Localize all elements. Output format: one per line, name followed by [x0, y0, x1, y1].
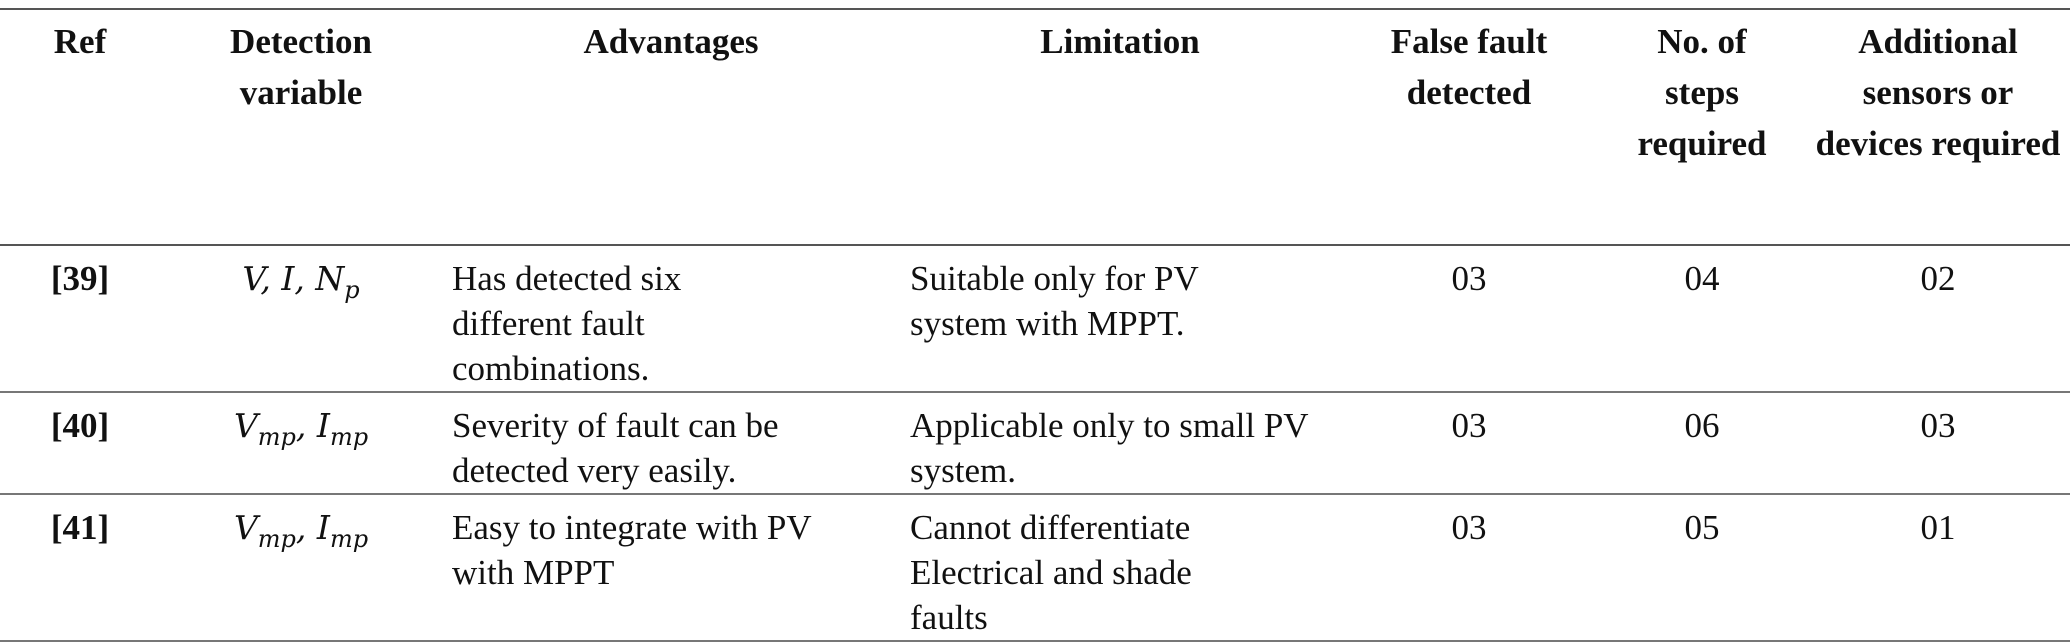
variable-i: I — [316, 406, 330, 445]
variable-i-subscript: mp — [329, 423, 369, 451]
variable-text: V, I, N — [242, 259, 345, 298]
header-limitation: Limitation — [1040, 22, 1200, 61]
header-advantages: Advantages — [583, 22, 759, 61]
header-steps-required: No. of steps required — [1637, 22, 1767, 163]
cell-limitation: Applicable only to small PV system. — [910, 406, 1308, 490]
cell-limitation: Suitable only for PV system with MPPT. — [910, 259, 1199, 343]
cell-false-fault: 03 — [1451, 508, 1487, 547]
cell-advantages: Severity of fault can be detected very easily. — [452, 406, 779, 490]
cell-advantages: Has detected six different fault combinations. — [452, 259, 682, 388]
variable-v-subscript: mp — [257, 525, 296, 553]
variable-subscript: p — [344, 276, 360, 304]
cell-ref: [40] — [50, 406, 110, 445]
variable-i: I — [316, 508, 330, 547]
table-row — [0, 392, 2070, 494]
table-body — [0, 245, 2070, 641]
cell-limitation: Cannot differentiate Electrical and shade faults — [910, 508, 1192, 637]
cell-false-fault: 03 — [1451, 259, 1487, 298]
table-row — [0, 494, 2070, 641]
header-detection-variable: Detection variable — [230, 22, 372, 112]
cell-sensors: 03 — [1920, 406, 1956, 445]
cell-detection-variable — [160, 245, 442, 392]
cell-detection-variable — [160, 494, 442, 641]
cell-false-fault: 03 — [1451, 406, 1487, 445]
fault-detection-comparison-table — [0, 8, 2070, 642]
header-additional-sensors: Additional sensors or devices required — [1815, 22, 2061, 163]
cell-sensors: 01 — [1920, 508, 1956, 547]
cell-ref: [39] — [50, 259, 110, 298]
header-false-fault-detected: False fault detected — [1390, 22, 1548, 112]
variable-i-subscript: mp — [329, 525, 369, 553]
variable-separator: , — [295, 508, 317, 547]
header-row — [0, 9, 2070, 245]
variable-v: V — [233, 508, 258, 547]
cell-advantages: Easy to integrate with PV with MPPT — [452, 508, 812, 592]
table-row — [0, 245, 2070, 392]
cell-sensors: 02 — [1920, 259, 1956, 298]
variable-v: V — [233, 406, 258, 445]
cell-steps: 06 — [1684, 406, 1720, 445]
cell-detection-variable — [160, 392, 442, 494]
cell-steps: 05 — [1684, 508, 1720, 547]
header-ref: Ref — [53, 22, 107, 61]
variable-v-subscript: mp — [257, 423, 296, 451]
table-header — [0, 9, 2070, 245]
cell-ref: [41] — [50, 508, 110, 547]
variable-separator: , — [295, 406, 317, 445]
cell-steps: 04 — [1684, 259, 1720, 298]
